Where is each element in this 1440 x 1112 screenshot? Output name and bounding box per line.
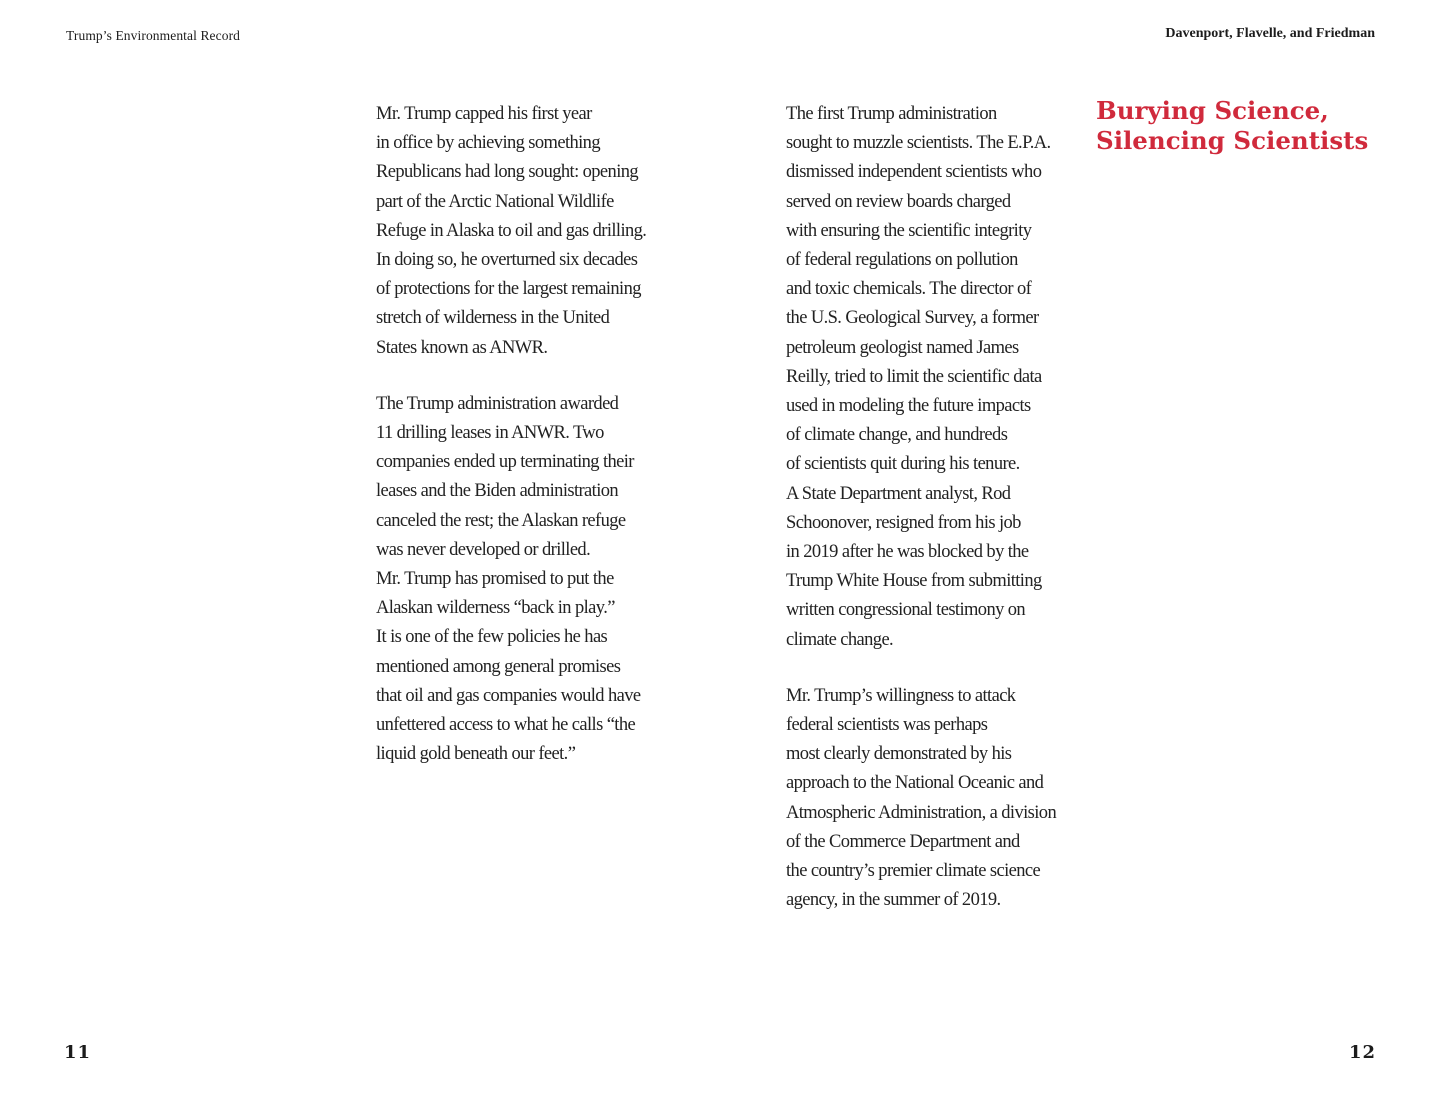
- text-line: States known as ANWR.: [376, 337, 548, 358]
- text-line: The first Trump administration: [786, 104, 997, 124]
- text-line: Mr. Trump’s willingness to attack: [786, 685, 1016, 706]
- right-page-body: [786, 100, 1086, 915]
- text-line: liquid gold beneath our feet.”: [376, 744, 576, 765]
- text-line: leases and the Biden administration: [376, 481, 619, 502]
- paragraph: [786, 682, 1086, 916]
- text-line: Schoonover, resigned from his job: [786, 512, 1021, 533]
- text-line: most clearly demonstrated by his: [786, 744, 1012, 765]
- paragraph: [376, 100, 676, 363]
- running-head-left: Trump’s Environmental Record: [66, 28, 241, 43]
- text-line: was never developed or drilled.: [376, 539, 591, 560]
- text-line: petroleum geologist named James: [786, 337, 1019, 358]
- text-line: part of the Arctic National Wildlife: [376, 191, 614, 212]
- text-line: of federal regulations on pollution: [786, 250, 1018, 271]
- text-line: the country’s premier climate science: [786, 861, 1041, 882]
- text-line: 11 drilling leases in ANWR. Two: [376, 423, 604, 444]
- text-line: Refuge in Alaska to oil and gas drilling.: [376, 220, 647, 241]
- text-line: dismissed independent scientists who: [786, 162, 1042, 183]
- text-line: used in modeling the future impacts: [786, 396, 1031, 417]
- left-page-body: [376, 100, 676, 769]
- text-line: of climate change, and hundreds: [786, 425, 1008, 446]
- text-line: in office by achieving something: [376, 133, 600, 154]
- text-line: canceled the rest; the Alaskan refuge: [376, 510, 626, 531]
- text-line: written congressional testimony on: [786, 600, 1026, 621]
- text-line: of the Commerce Department and: [786, 831, 1020, 852]
- paragraph-gap: [786, 655, 1086, 682]
- text-line: sought to muzzle scientists. The E.P.A.: [786, 133, 1051, 154]
- text-line: companies ended up terminating their: [376, 452, 634, 473]
- text-line: unfettered access to what he calls “the: [376, 715, 636, 736]
- text-line: climate change.: [786, 629, 894, 650]
- text-line: Mr. Trump has promised to put the: [376, 569, 614, 590]
- text-line: in 2019 after he was blocked by the: [786, 542, 1029, 563]
- text-line: It is one of the few policies he has: [376, 627, 608, 648]
- text-line: the U.S. Geological Survey, a former: [786, 308, 1039, 329]
- text-line: served on review boards charged: [786, 191, 1011, 212]
- section-title-line: Silencing Scientists: [1096, 126, 1369, 155]
- text-line: agency, in the summer of 2019.: [786, 890, 1001, 911]
- text-line: Reilly, tried to limit the scientific data: [786, 366, 1042, 387]
- text-line: with ensuring the scientific integrity: [786, 220, 1032, 241]
- section-title-line: Burying Science,: [1096, 96, 1329, 125]
- text-line: and toxic chemicals. The director of: [786, 279, 1032, 300]
- section-title: [1096, 96, 1368, 156]
- page-number-left: 11: [64, 1042, 92, 1063]
- text-line: of scientists quit during his tenure.: [786, 454, 1020, 475]
- running-head-right: Davenport, Flavelle, and Friedman: [1165, 26, 1375, 41]
- page-number-right: 12: [1348, 1042, 1376, 1063]
- text-line: Alaskan wilderness “back in play.”: [376, 598, 615, 619]
- text-line: that oil and gas companies would have: [376, 685, 641, 706]
- text-line: stretch of wilderness in the United: [376, 308, 610, 329]
- text-line: Trump White House from submitting: [786, 571, 1042, 592]
- paragraph: [786, 100, 1086, 655]
- text-line: of protections for the largest remaining: [376, 279, 641, 300]
- text-line: In doing so, he overturned six decades: [376, 250, 638, 271]
- text-line: Mr. Trump capped his first year: [376, 104, 592, 124]
- text-line: federal scientists was perhaps: [786, 715, 988, 736]
- text-line: Atmospheric Administration, a division: [786, 802, 1057, 823]
- text-line: A State Department analyst, Rod: [786, 483, 1011, 504]
- text-line: The Trump administration awarded: [376, 393, 619, 414]
- paragraph: [376, 390, 676, 770]
- text-line: mentioned among general promises: [376, 656, 621, 677]
- text-line: approach to the National Oceanic and: [786, 773, 1044, 794]
- text-line: Republicans had long sought: opening: [376, 162, 639, 183]
- paragraph-gap: [376, 363, 676, 390]
